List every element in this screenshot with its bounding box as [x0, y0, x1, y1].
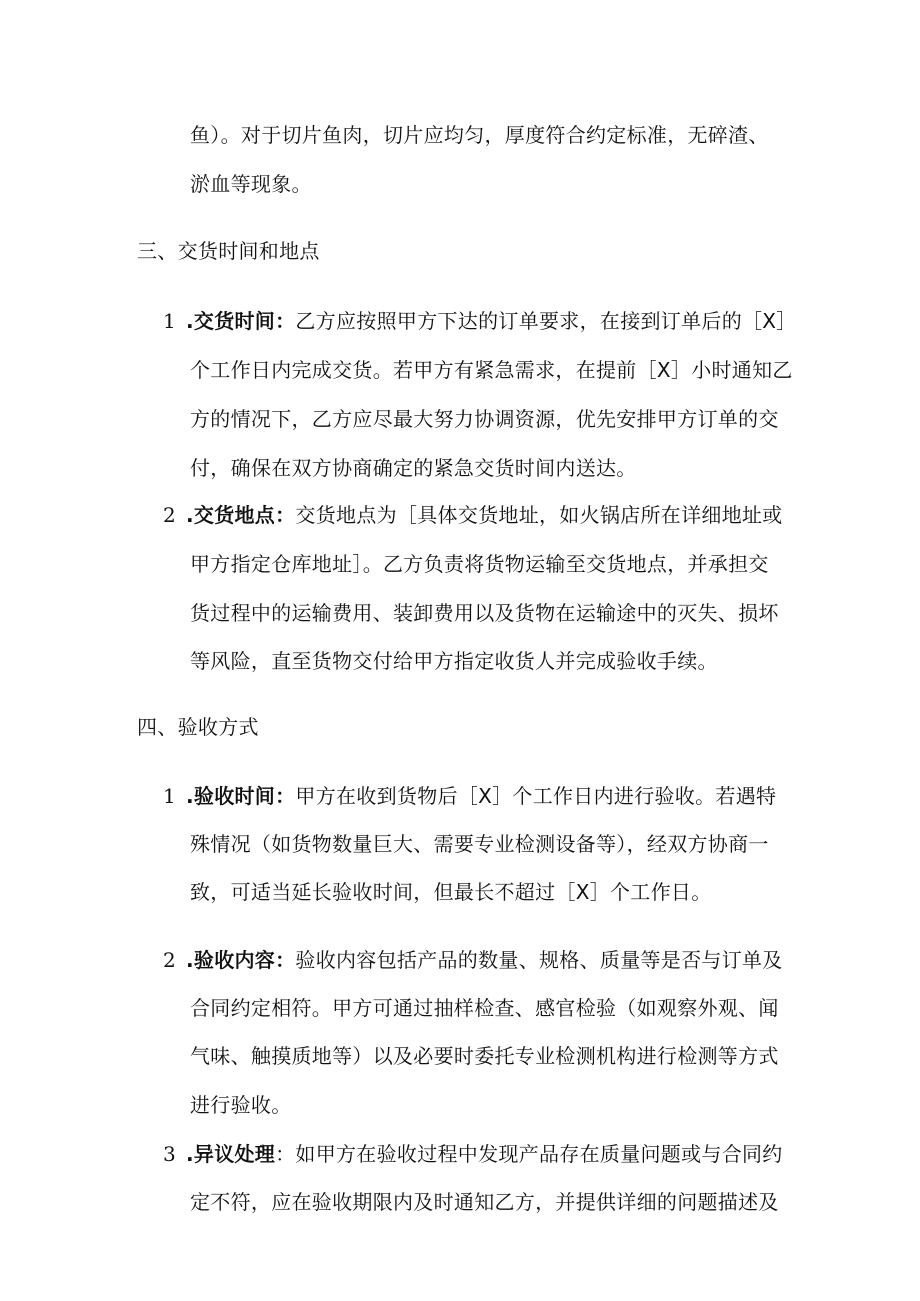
- paragraph-line: 方的情况下，乙方应尽最大努力协调资源，优先安排甲方订单的交: [190, 407, 779, 431]
- list-item: [186, 308, 797, 334]
- list-item: [186, 947, 783, 973]
- list-item: [186, 783, 776, 809]
- item-text: 乙方应按照甲方下达的订单要求，在接到订单后的［X］: [295, 309, 797, 333]
- item-text: 甲方在收到货物后［X］个工作日内进行验收。若遇特: [295, 784, 777, 808]
- item-number: 3: [163, 1142, 176, 1166]
- paragraph-line: 淤血等现象。: [190, 172, 312, 196]
- item-number: 2: [163, 948, 176, 972]
- paragraph-line: 合同约定相符。甲方可通过抽样检查、感官检验（如观察外观、闻: [190, 996, 779, 1020]
- section-heading: 三、交货时间和地点: [137, 239, 320, 263]
- paragraph-line: 致，可适当延长验收时间，但最长不超过［X］个工作日。: [190, 880, 712, 904]
- paragraph-line: 个工作日内完成交货。若甲方有紧急需求，在提前［X］小时通知乙: [190, 358, 793, 382]
- list-item: [186, 502, 783, 528]
- paragraph-line: 货过程中的运输费用、装卸费用以及货物在运输途中的灭失、损坏: [190, 601, 779, 625]
- list-item: [186, 1141, 783, 1167]
- paragraph-line: 等风险，直至货物交付给甲方指定收货人并完成验收手续。: [190, 649, 718, 673]
- item-number: 1: [163, 784, 176, 808]
- paragraph-line: 甲方指定仓库地址］。乙方负责将货物运输至交货地点，并承担交: [190, 552, 769, 576]
- item-label: .验收内容：: [186, 948, 296, 972]
- item-label: .异议处理: [186, 1142, 276, 1166]
- paragraph-line: 进行验收。: [190, 1093, 292, 1117]
- item-text: 验收内容包括产品的数量、规格、质量等是否与订单及: [295, 948, 783, 972]
- item-label: .交货地点：: [186, 503, 296, 527]
- item-text: 交货地点为［具体交货地址，如火锅店所在详细地址或: [295, 503, 783, 527]
- paragraph-line: 气味、触摸质地等）以及必要时委托专业检测机构进行检测等方式: [190, 1044, 779, 1068]
- item-number: 1: [163, 309, 176, 333]
- item-label: .交货时间：: [186, 309, 296, 333]
- paragraph-line: 付，确保在双方协商确定的紧急交货时间内送达。: [190, 456, 637, 480]
- item-label: .验收时间：: [186, 784, 296, 808]
- paragraph-line: 鱼）。对于切片鱼肉，切片应均匀，厚度符合约定标准，无碎渣、: [190, 123, 769, 147]
- item-text: ：如甲方在验收过程中发现产品存在质量问题或与合同约: [275, 1142, 783, 1166]
- paragraph-line: 定不符，应在验收期限内及时通知乙方，并提供详细的问题描述及: [190, 1190, 779, 1214]
- item-number: 2: [163, 503, 176, 527]
- paragraph-line: 殊情况（如货物数量巨大、需要专业检测设备等），经双方协商一: [190, 832, 769, 856]
- section-heading: 四、验收方式: [137, 715, 259, 739]
